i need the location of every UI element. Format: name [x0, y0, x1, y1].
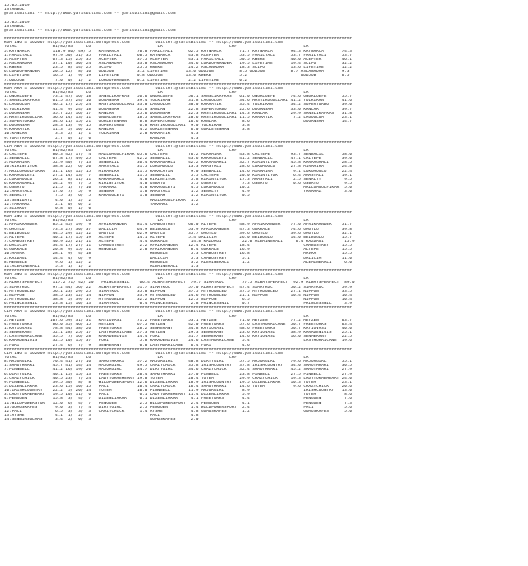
text-line: @YarisBilimi -- http://www.yarisbilimi.com -- yarisbilimi@gmail.com [4, 12, 176, 17]
text-line: ######################################################################################################################################## [4, 82, 352, 87]
text-line: 6:YOLKIRAN 41.4 9/ 24/ 18 DOGANSAH 31.8 SANLAN 22.8 SUPERTURBO 22.6 DOGANSAH 33.0 KANLAR 39.7 [4, 107, 352, 112]
text-line: 5:SIMAYKOC 97.2 44/ 56/ 22 ALWAYSPERFECT 51.7 SIMAYKOC 57.0 ALWAYSPERFECT 47.4 SIMAYKOC 50.2 SIMAYKOC 59.9 [4, 285, 352, 290]
text-line: 11:ALEMINERALI 5.3 1/ 1/ 2 ALEMINERALI 1.3 [4, 264, 199, 269]
text-line: 7:SANSLIKAFKAS 61.5 37/ 24/ 16 DOGANSAH 39.4 YOLKIRAN 31.8 LAGOOLUM 34.6 HASTIKOGULLARI 41.2 YOLKIRAN 41.6 [4, 99, 352, 104]
text-line: 4:KARAGOLEYI 27.2 14/ 13/ 7 SENBALIL 11.5 SENBALIL 5.5 CALTEPE 20.0 KIRINTIYOK 6.4 AMASYALI 19.1 [4, 173, 352, 178]
text-line: TOTAL 81/82/83 LG LR LRF LA [4, 355, 309, 360]
text-line: 7:LASTHURRICANE 35.5 7/ 16/ 28 KARADENIVIS 14.4 FURI 31.7 SENMERANT 14.6 KAYIOVASI 16.0 SENMERANT 22.5 [4, 335, 352, 340]
text-line: 9:SENALTY 7.5 3/ 6/ 5 KARAGOLEYI 1.0 SENBAH 1.2 KIRINTIYOK 0.5 [4, 194, 250, 199]
text-line: 9:YURTYAPAN 2.7 0/ 1/ 0 KANLAR 4.3 [4, 136, 199, 141]
text-line: 4:PENGUEN 15.8 3/ 4/ 7 DIZENLIAKAR 6.1 DIZENLIAKAR 4.1 FREETURKS 4.4 PENGUEN 7.6 [4, 397, 352, 402]
text-line: KUM 2NG = 162068 http://yarisbilimi.wordpress.com twitter:@YarisBilimi -- http://www.yarisbilimi.com [4, 215, 283, 220]
text-line: 1:ONURLUEFE 73.2 47/ 16/ 18 SANSLIKAFKAS 56.6 ONURLUEFE 56.1 SANSLIKAFKAS 61.0 ONURLUEFE 74.6 ONURLUEFE 55.7 [4, 95, 352, 100]
text-line: 7:CAMBUSTREY 40.9 22/ 21/ 11 ALTEPE 4.4 GOKKALE 14.8 KAZDAGI 22.0 ALEMINERALI 6.4 KAZDAGI 15.9 [4, 240, 355, 245]
text-line: CIM 1NG = 162069 http://yarisbilimi.wordpress.com twitter:@YarisBilimi -- http://www.yarisbilimi.com [4, 351, 283, 356]
text-line: 3:CALTEPE 80.3 42/ 17/ 4 MAZLUMGULFIKAR 65.6 CALTEPE 76.2 MIRAMIRA 43.8 CALTEPE 93.7 SENBALIL 58.0 [4, 153, 352, 158]
text-line: 12:YARAMAZ 2.1 0/ 0/ 2 YARAMAZ 1.2 [4, 202, 199, 207]
text-line: 14:SENBIRSOLMAS 3.4 2/ 0/ 3 GUMUSKAFES 2.0 [4, 418, 199, 423]
text-line: 12:AMASYALI 17.0 7/ 5/ 9 SENBAH 1.0 AMASYALI 1.2 SENALTY 4.9 YARAMAZ 3.0 [4, 190, 352, 195]
text-line: 4:BEIBOGLU 44.5 29/ 12/ 12 UMUTLU 62.9 UMUTLU 35.7 UMUTLU 39.6 UMUTLU 39.6 UMUTLU 32.1 [4, 231, 352, 236]
text-line: ######################################################################################################################################## [4, 211, 352, 216]
text-line: 10:KIRINTIYOK 38.8 22/ 6/ 20 AMASYALI 31.5 LOKUMOGLU 13.3 AMASYALI 28.6 LOKUMOGLU 27.8 MIRAMIRA 24.8 [4, 165, 352, 170]
text-line: 2:CRAZYCHICK 40.5 23/ 7/ 24 LADYTOKMEHEART 19.0 TOTEM 20.4 TOTEM 29.9 CRAZYCHICK 19.3 LADYTOKMEHEART 24.0 [4, 376, 352, 381]
text-line: 2:KAZDAGI 14.4 4/ 6/ 9 DALICIM 5.3 CAMBUSTREY 5.1 DALICIM 11.0 [4, 256, 352, 261]
text-line: 1:SAMOTHRAKI 45.7 41/ 14/ 14 MAJORGIRL 49.5 CRAZYCHICK 35.8 IRISHCOUNTRY 37.8 IRISHCOUNTRY 34.0 SAMOTHRAKI 30.5 [4, 364, 352, 369]
text-line: 4:LAGOOLUM 46.2 17/ 25/ 24 HASTIKOGULLARI 33.0 LAGOOLUM 30.0 KARAATIK 35.4 YOLKIRAN 34.2 SUPERTURBO 39.0 [4, 103, 352, 108]
text-line: ISTANBUL [4, 8, 25, 13]
text-line: 6:GOKKALE 20.8 9/ 15/ 11 HENGELE 2.0 AFRIKAANDER 8.4 GOKKALE 16.9 ALTEPE 15.5 [4, 248, 352, 253]
text-line: CIM ARA = 162066 http://yarisbilimi.wordpress.com twitter:@YarisBilimi -- http://www.yarisbilimi.com [4, 310, 283, 315]
text-line: KUM ARA = 162067 http://yarisbilimi.wordpress.com twitter:@YarisBilimi -- http://www.yarisbilimi.com [4, 86, 283, 91]
text-line: 3:DALICIM 34.4 17/ 27/ 11 CAMBUSTREY 2.2 AFRIKAANDER 12.4 ALTEPE 18.4 CAMBUSTREY 15.5 [4, 244, 352, 249]
text-line: 5:FURI 27.4 6/ 7/ 9 SENMERANT 0.0 LASTHURRICANE 6.4 FURI 4.6 [4, 343, 250, 348]
text-line: 2:ASLANADAM 37.1 10/ 30/ 24 ASLANADAM 33.0 ASLANADAM 34.6 LORDOFWANDER 19.5 LIFETIME 19.4 SCIPO 32.2 [4, 61, 352, 66]
text-line: 11:WILDPOWERSTOR 12.0 6/ 4/ 7 PENGUEN 2.5 WILDPOWERSPORT 2.4 PENGUEN 4.1 PENGUEN 7.3 [4, 401, 352, 406]
text-line: 3:LADYTOKMEHEART 19.5 10/ 11/ 6 PACI 6.1 LADYTOKMEHEART 11.4 DIZENLIAKAR 5.9 TOTEM 8.6 [4, 393, 352, 398]
text-line: 3:SENMERANT 52.1 28/ 25/ 17 LASTHURRICANE 27.3 MEYZEN 29.3 SENMERANT 23.6 KAYIOVASI 38.9 KARADENIVIS 25.1 [4, 331, 352, 336]
text-line: 2:SUPERTURBO 34.6 11/ 15/ 21 GURLEYENHAN 8.8 SUPERTURBO 16.6 KANLAR 8.6 DOGANSAH 14.7 [4, 119, 352, 124]
text-line: 9:KARAATIK 11.3 5/ 10/ 22 KANLAR 4.2 GURLEYENHAN 6.0 GURLEYENHAN 3.8 [4, 128, 250, 133]
text-line: 3:HASTIKOGULLAR 36.6 14/ 13/ 11 ONURLUEFE 18.5 SANSLIKAFKAS 20.6 HASTIKOGULLARI 11.5 KARAATIK 7.2 LAGOOLUM 23.1 [4, 115, 352, 120]
text-line: 8:MAJORGIRL 70.4 41/ 27/ 16 SAMOTHRAKI 57.2 MAJORGIRL 40.8 DIRTYGIRL 57.5 MAJORGIRL 79.6 MAJORGIRL 55.1 [4, 360, 352, 365]
text-line: 6:KARAAGAHLI 14.2 9/ 7/ 5 KIRINTIYOK 4.0 OSBATU 5.5 OSBATU 7.3 OSBATU 0.6 OSBATU 9.5 [4, 182, 352, 187]
text-line: 8:HENGELE 9.6 1/ 12/ 2 HENGELE 3.2 ALEMINERALI 1.2 ALEMINERALI 6.0 [4, 260, 352, 265]
text-line: CIM ABA = 162070 http://yarisbilimi.wordpress.com twitter:@YarisBilimi -- http://www.yarisbilimi.com [4, 144, 283, 149]
text-line: 1:SENBALIL 67.8 17/ 49/ 25 CALTEPE 42.2 SENBALIL 43.6 KARAGOLEYI 41.2 SENBALIL 47.1 CALTEPE 39.0 [4, 157, 352, 162]
text-line: 5:KAYNARCA 118.9 86/ 49/ 5 KAYNARCA 70.0 FARILYALI 62.5 KAYNARCA 71.7 KAYNARCA 94.3 KAYNARCA 74.3 [4, 49, 352, 54]
text-line: 12:PACI 6.5 3/ 3/ 3 CRAZYCHICK 1.4 AYSHE 4.8 GUMUSKAFES 1.2 GUMUSKAFES 5.0 [4, 409, 352, 414]
text-line: 9:PINNBELL 39.5 30/ 8/ 8 WILDPOWERSPORT 12.6 DIZENLIAKAR 18.9 IRISHCOUNTRY 19.5 DIZENLIAKAR 10.3 TOTEM 23.1 [4, 380, 352, 385]
text-line: 5:MIRAMIRA 52.9 40/ 7/ 13 SENBALIL 36.4 KARAAGAHLI 42.2 KARAAGAHLI 32.7 KIRINTIYOK 45.8 KARAAGAHLI 28.5 [4, 161, 352, 166]
text-line: 10:MAVRA 28.1 9/ 4/ 18 HENGELE 5.3 CAMBUSTREY 16.8 MAVRA 15.5 [4, 252, 352, 257]
text-line: 1:NIPPON 38.5 23/ 12/ 14 NIPPON 33.9 MTTROUBLED 24.6 MTTROUBLED 21.1 NIPPON 10.4 NIPPON 10.4 [4, 293, 352, 298]
text-line: 10:IRISHCOUNTRY 22.2 5/ 20/ 14 TOTEM 10.0 PINNBELL 11.9 MAJORGIRL 8.9 IRISHCOUNTRY 13.0 [4, 389, 352, 394]
text-line: 4:KWEKE 23.5 8/ 14/ 25 SCIPO 25.5 KWEKE 24.2 ASLANADAM 18.3 SCIPO 13.6 LIFETIME 12.2 [4, 66, 352, 71]
text-line: 7:PINNBELL 41.2 16/ 19/ 20 MAJORGIRL 34.7 DIRTYGIRL 34.6 CRAZYCHICK 32.4 SAMOTHRAKI 45.2 SAMOTHRAKI 27.9 [4, 368, 352, 373]
text-line: 5:DOGANSAH 35.7 22/ 16/ 17 KANLAR 25.6 DOGANSAH 22.3 HASTIKOGULLARI 14.3 KANLAR 29.9 SANSLIKAFKAS 31.8 [4, 111, 352, 116]
text-line: 5:DIZENLIAKAR 23.6 15/ 10/ 15 PACI 10.4 CRAZYCHICK 16.4 SAMOTHRAKI 14.6 TOTEM 9.6 CRAZYCHICK 20.6 [4, 384, 352, 389]
text-line: 8:LIFETIME 16.5 1/ 9/ 19 LIFETIME 0.8 ODDJOB 13.0 KWEKE 5.2 ODDJOB 6.5 [4, 74, 350, 79]
text-line: 2:LOKUMOGLU 26.2 8/ 11/ 11 KARAAGAHLI 4.0 KIRINTIYOK 5.8 KIRINTIYOK 17.3 AMASYALI 2.5 SENALTY 9.5 [4, 177, 352, 182]
text-line: ######################################################################################################################################## [4, 140, 352, 145]
text-line: 1:KAYIOVASI 78.8 44/ 38/ 26 FREETURKS 28.2 SENMERANT 34.8 KAYIOVASI 48.6 FREETURKS 50.7 KAYIOVASI 40.0 [4, 326, 352, 331]
text-line: 13:AYSHE 4.1 1/ 2/ 3 PACI 4.8 [4, 413, 199, 418]
text-line: KUM 1NG = 162067 http://yarisbilimi.wordpress.com twitter:@YarisBilimi -- http://www.yarisbilimi.com [4, 41, 283, 46]
text-line: 5:SIZAKOY 0.8 0/ 1/ 0 [4, 206, 91, 211]
text-line: ######################################################################################################################################## [4, 37, 352, 42]
text-line: TOTAL 81/82/83 LG LR LRF LA [4, 219, 309, 224]
text-line: TOTAL 81/82/83 LG LR LRF LA [4, 90, 309, 95]
text-line: 2:MEYZEN 107.6 59/ 31/ 31 KAYIOVASI 71.2 FREETURKS 53.1 MEYZEN 71.0 MEYZEN 77.2 MEYZEN 63.7 [4, 318, 352, 323]
text-line: 6:KARADENIVIS 32.5 10/ 15/ 37 FURI 5.8 KARADENIVIS 24.6 LASTHURRICANE 5.4 LASTHURRICANE 19.6 [4, 339, 352, 344]
text-line: 3:ALWAYSPERFECT 117.2 71/ 42/ 20 PRINCESSNIL 66.4 ALWAYSPERFECT 79.7 SIMAYKOC 77.5 ALWAYSPERFECT 92.9 ALWAYSPERFECT 89.0 [4, 281, 355, 286]
text-line: ISTANBUL [4, 24, 25, 29]
text-line: 6:DIRTYGIRL 40.1 15/ 15/ 13 FREETURKS 20.4 SAMOTHRAKI 27.0 PINBELL 23.8 PINBELL 27.5 PINBELL 27.9 [4, 372, 352, 377]
text-line: 1:AFRIKAANDER 85.2 45/ 19/ 9 AFRIKAANDER 81.4 CAMBUSTREY 66.0 ALTEPE 48.9 AFRIKAANDER 77.0 AFRIKAANDER 51.7 [4, 223, 352, 228]
text-line: KUM 3NG = 162065 http://yarisbilimi.wordpress.com twitter:@YarisBilimi -- http://www.yarisbilimi.com [4, 273, 283, 278]
text-line: 15.05.2019 [4, 20, 30, 25]
text-line: 2:MTTROUBLED 38.8 5/ 39/ 37 MTTROUBLED 32.2 NIPPON 12.5 NIPPON 6.5 NIPPON 10.4 [4, 297, 352, 302]
text-line: 13:SENIDAYI 4.0 1/ 2/ 2 MAZLUMGULFIKAR 1.2 [4, 198, 199, 203]
text-line: 8:OSBATU 21.5 1/ 7/ 10 YARAMAZ 4.0 KARAGOLEYI 4.5 LOKUMOGLU 10.2 MAZLUMGULFIKAR 5.0 [4, 186, 352, 191]
text-line: 6:PRINCESSNIL 23.8 15/ 10/ 13 SIMAYKOC 0.4 PRINCESSNIL 2.8 PRINCESSNIL 0.7 PRINCESSNIL 3.9 [4, 302, 352, 307]
text-line: ######################################################################################################################################## [4, 306, 352, 311]
text-line: 7:MAZLUMGULFIKAR 31.1 16/ 12/ 15 MIRAMIRA 11.5 KARALAYIN 9.0 SENBALIL 14.6 MIRAMIRA 9.1 LOKUMOGLU 22.4 [4, 169, 352, 174]
text-line: 3:ACEPTER 67.3 15/ 25/ 35 ACEPTER 37.5 ACEPTER 43.1 FARILYALI 50.5 KWEKE 40.0 ACEPTER 46.1 [4, 57, 352, 62]
text-line: 6:LORDOFWANDER 20.5 12/ 8/ 16 ODDJOB 3.2 LIFETIME 13.0 ODDJOB 8.5 ODDJOB 8.7 ASLANADAM 9.3 [4, 70, 350, 75]
text-line: ######################################################################################################################################## [4, 269, 352, 273]
text-line: 5:ALTEPE 40.2 17/ 15/ 19 ALTEPE 14.1 ALTEPE 5.4 DALICIM 26.0 BEIBOGLU 14.0 BEIBOGLU 15.7 [4, 235, 352, 240]
text-line: 7:ODDJOB 7.0 0/ 1/ 2 LORDOFWANDER 0.2 LIFETIME 2.2 LIFETIME 0.2 [4, 78, 248, 83]
text-line: TOTAL 81/82/83 LG LR LRF LA [4, 45, 309, 50]
text-line: TOTAL 81/82/83 LG LR LRF LA [4, 314, 309, 319]
text-line: 13:GUMUSKAFES 9.0 3/ 7/ 4 DIRTYGIRL 2.5 PENGUEN 1.4 WILDPOWERSPORT 2.4 PACI 5.6 [4, 405, 352, 410]
text-line: TOTAL 81/82/83 LG LR LRF LA [4, 277, 309, 282]
text-line: ######################################################################################################################################## [4, 347, 352, 352]
text-line: 4:FREETURKS 86.0 35/ 46/ 15 MEYZEN 67.5 MEYZEN 42.0 FREETURKS 57.6 LASTHURRICANE 50.7 FREETURKS 63.4 [4, 322, 352, 327]
text-line: 1:FARILYALI 97.9 50/ 51/ 35 FARILYALI 60.5 KAYNARCA 43.8 ACEPTER 53.5 FARILYALI 53.7 FARILYALI 53.7 [4, 53, 352, 58]
text-line: 10:KANLAR 3.3 2/ 1/ 1 YOLKIRAN 2.0 KARAATIK 4.3 [4, 132, 199, 137]
text-line: TOTAL 81/82/83 LG LR LRF LA [4, 148, 309, 153]
text-line: 4:MTTROUBLED 56.1 23/ 29/ 25 SIMAYKOC 35.0 NIPPON 37.5 MTTROUBLED 37.5 MTTROUBLED 27.1 NIPPON 33.5 [4, 289, 352, 294]
text-line: @YarisBilimi -- http://www.yarisbilimi.com -- yarisbilimi@gmail.com [4, 28, 176, 33]
text-line: 8:DOGANSAH 28.3 13/ 9/ 15 SUPERTURBO 6.8 HASTIKOGULLARI 9.0 YOLKIRAN 3.8 [4, 124, 250, 129]
text-line: 15.05.2019 [4, 4, 30, 8]
text-line: 9:UMUTLU 73.3 27/ 30/ 37 DALICIM 64.9 BEIBOGLU 53.9 AFRIKAANDER 47.3 GOKKALE 74.6 UMUTLU 39.8 [4, 227, 352, 232]
